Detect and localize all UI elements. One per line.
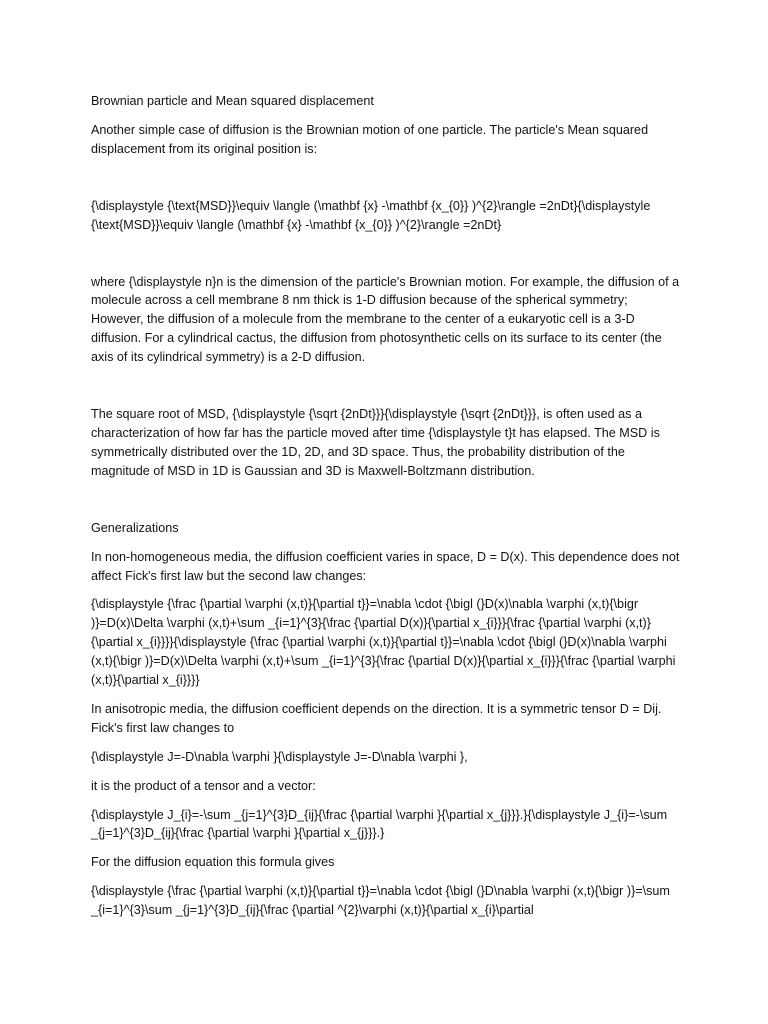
- nonhomogeneous-paragraph: In non-homogeneous media, the diffusion coefficient varies in space, D = D(x). This dependence does not affect Fick's first law but the second law changes:: [91, 549, 680, 583]
- diffusion-equation-formula: {\displaystyle {\frac {\partial \varphi (x,t)}{\partial t}}=\nabla \cdot {\bigl (}D\nabla \varphi (x,t){\bigr )}=\sum _{i=1}^{3}\sum _{j=1}^{3}D_{ij}{\frac {\partial ^{2}\varphi (x,t)}{\partial x_{i}\partial: [91, 884, 670, 918]
- dimension-paragraph: where {\displaystyle n}n is the dimension of the particle's Brownian motion. For example, the diffusion of a molecule across a cell membrane 8 nm thick is 1-D diffusion because of the spherical symmetry; However, the diffusion of a molecule from the membrane to the center of a eukaryotic cell is a 3-D diffusion. For a cylindrical cactus, the diffusion from photosynthetic cells on its surface to its center (the axis of its cylindrical symmetry) is a 2-D diffusion.: [91, 274, 680, 365]
- anisotropic-paragraph: In anisotropic media, the diffusion coefficient depends on the direction. It is a symmetric tensor D = Dij. Fick's first law changes to: [91, 701, 662, 735]
- tensor-product-sentence: it is the product of a tensor and a vector:: [91, 778, 316, 793]
- section-title: Brownian particle and Mean squared displacement: [91, 94, 374, 108]
- nonhomogeneous-formula: {\displaystyle {\frac {\partial \varphi (x,t)}{\partial t}}=\nabla \cdot {\bigl (}D(x)\nabla \varphi (x,t){\bigr )}=D(x)\Delta \varphi (x,t)+\sum _{i=1}^{3}{\frac {\partial D(x)}{\partial x_{i}}}{\frac {\partial \varphi (x,t)}{\partial x_{i}}}}{\displaystyle {\frac {\partial \varphi (x,t)}{\partial t}}=\nabla \cdot {\bigl (}D(x)\nabla \varphi (x,t){\bigr )}=D(x)\Delta \varphi (x,t)+\sum _{i=1}^{3}{\frac {\partial D(x)}{\partial x_{i}}}{\frac {\partial \varphi (x,t)}{\partial x_{i}}}}: [91, 597, 676, 688]
- document-body: [91, 92, 681, 920]
- tensor-formula: {\displaystyle J_{i}=-\sum _{j=1}^{3}D_{ij}{\frac {\partial \varphi }{\partial x_{j}}}.}{\displaystyle J_{i}=-\sum _{j=1}^{3}D_{ij}{\frac {\partial \varphi }{\partial x_{j}}}.}: [91, 807, 668, 841]
- fick-first-law-formula: {\displaystyle J=-D\nabla \varphi }{\displaystyle J=-D\nabla \varphi },: [91, 749, 468, 764]
- intro-paragraph: Another simple case of diffusion is the Brownian motion of one particle. The particle's Mean squared displacement from its original position is:: [91, 122, 649, 156]
- generalizations-heading: Generalizations: [91, 520, 179, 535]
- sqrt-msd-paragraph: The square root of MSD, {\displaystyle {\sqrt {2nDt}}}{\displaystyle {\sqrt {2nDt}}}, is often used as a characterization of how far has the particle moved after time {\displaystyle t}t has elapsed. The MSD is symmetrically distributed over the 1D, 2D, and 3D space. Thus, the probability distribution of the magnitude of MSD in 1D is Gaussian and 3D is Maxwell-Boltzmann distribution.: [91, 407, 660, 478]
- msd-formula: {\displaystyle {\text{MSD}}\equiv \langle (\mathbf {x} -\mathbf {x_{0}} )^{2}\rangle =2nDt}{\displaystyle {\text{MSD}}\equiv \langle (\mathbf {x} -\mathbf {x_{0}} )^{2}\rangle =2nDt}: [91, 198, 651, 232]
- diffusion-equation-sentence: For the diffusion equation this formula gives: [91, 855, 335, 870]
